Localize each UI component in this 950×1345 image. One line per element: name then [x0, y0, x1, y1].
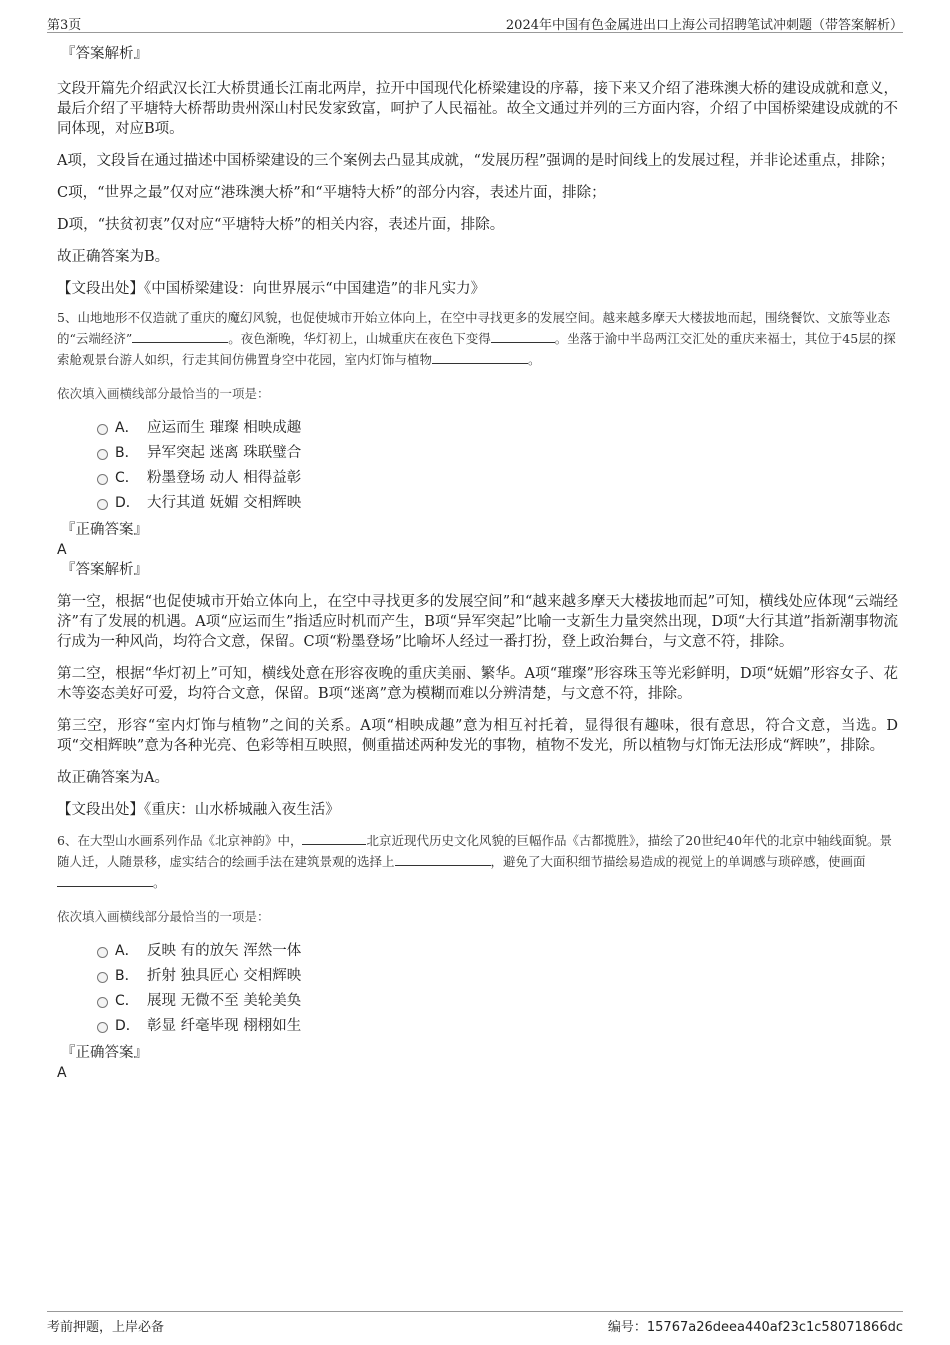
analysis-paragraph: 文段开篇先介绍武汉长江大桥贯通长江南北两岸，拉开中国现代化桥梁建设的序幕，接下来又介绍了港珠澳大桥的建设成就和意义，最后介绍了平塘特大桥帮助贵州深山村民发家致富，呵护了人民福祉。故全文通过并列的三方面内容，介绍了中国桥梁建设成就的不同体现，对应B项。 [57, 81, 898, 137]
analysis-tag: 『答案解析』 [61, 46, 148, 62]
option-a[interactable]: A． 应运而生 璀璨 相映成趣 [57, 416, 898, 441]
document-id: 编号：15767a26deea440af23c1c58071866dc [607, 1320, 903, 1335]
option-b[interactable]: B． 折射 独具匠心 交相辉映 [57, 964, 898, 989]
correct-answer-tag: 『正确答案』 [61, 522, 148, 538]
radio-icon[interactable] [97, 1022, 108, 1033]
option-a[interactable]: A． 反映 有的放矢 浑然一体 [57, 939, 898, 964]
analysis-paragraph: C项，“世界之最”仅对应“港珠澳大桥”和“平塘特大桥”的部分内容，表述片面，排除； [57, 185, 606, 201]
radio-icon[interactable] [97, 499, 108, 510]
footer-slogan: 考前押题，上岸必备 [47, 1320, 165, 1335]
question-6-options [57, 939, 898, 1039]
radio-icon[interactable] [97, 424, 108, 435]
radio-icon[interactable] [97, 449, 108, 460]
question-6-stem: 6、在大型山水画系列作品《北京神韵》中， 北京近现代历史文化风貌的巨幅作品《古都揽胜》，描绘了20世纪40年代的北京中轴线面貌。景随人迁，人随景移，虚实结合的绘画手法在建筑景观的选择上 ，避免了大面积细节描绘易造成的视觉上的单调感与琐碎感，使画面。 [57, 833, 893, 890]
analysis-paragraph: 第二空，根据“华灯初上”可知，横线处意在形容夜晚的重庆美丽、繁华。A项“璀璨”形容珠玉等光彩鲜明，D项“妩媚”形容女子、花木等姿态美好可爱，均符合文意，保留。B项“迷离”意为模糊而难以分辨清楚，与文意不符，排除。 [57, 666, 898, 702]
analysis-tag: 『答案解析』 [61, 562, 148, 578]
correct-answer: A [57, 1065, 67, 1081]
passage-source [57, 800, 898, 820]
question-5-options [57, 416, 898, 516]
fill-blank [132, 330, 228, 343]
correct-answer-tag: 『正确答案』 [61, 1045, 148, 1061]
document-title: 2024年中国有色金属进出口上海公司招聘笔试冲刺题（带答案解析） [505, 18, 903, 33]
fill-blank [57, 874, 153, 887]
fill-blank [432, 351, 528, 364]
source-label: 【文段出处】 [57, 281, 144, 297]
question-5-stem: 5、山地地形不仅造就了重庆的魔幻风貌，也促使城市开始立体向上，在空中寻找更多的发展空间。越来越多摩天大楼拔地而起，围绕餐饮、文旅等业态的“云端经济” 。夜色渐晚，华灯初上，山城重庆在夜色下变得 。坐落于渝中半岛两江交汇处的重庆来福士，其位于45层的探索舱观景台游人如织，行走其间仿佛置身空中花园，室内灯饰与植物 。 [57, 310, 896, 367]
radio-icon[interactable] [97, 474, 108, 485]
option-c[interactable]: C． 粉墨登场 动人 相得益彰 [57, 466, 898, 491]
option-c[interactable]: C． 展现 无微不至 美轮美奂 [57, 989, 898, 1014]
analysis-paragraph: D项，“扶贫初衷”仅对应“平塘特大桥”的相关内容，表述片面，排除。 [57, 217, 505, 233]
page-content [57, 44, 898, 1083]
page-number: 第3页 [47, 18, 82, 33]
radio-icon[interactable] [97, 997, 108, 1008]
analysis-paragraph: 第三空，形容“室内灯饰与植物”之间的关系。A项“相映成趣”意为相互衬托着，显得很有趣味，很有意思，符合文意，当选。D项“交相辉映”意为各种光亮、色彩等相互映照，侧重描述两种发光的事物，植物不发光，所以植物与灯饰无法形成“辉映”，排除。 [57, 718, 898, 754]
fill-blank [395, 853, 491, 866]
correct-answer: A [57, 542, 67, 558]
option-b[interactable]: B． 异军突起 迷离 珠联璧合 [57, 441, 898, 466]
question-instruction: 依次填入画横线部分最恰当的一项是： [57, 909, 270, 924]
radio-icon[interactable] [97, 947, 108, 958]
source-text: 《重庆：山水桥城融入夜生活》 [144, 802, 340, 818]
analysis-paragraph: 第一空，根据“也促使城市开始立体向上，在空中寻找更多的发展空间”和“越来越多摩天大楼拔地而起”可知，横线处应体现“云端经济”有了发展的机遇。A项“应运而生”指适应时机而产生，B项“异军突起”比喻一支新生力量突然出现，D项“大行其道”指新潮事物流行成为一种风尚，均符合文意，保留。C项“粉墨登场”比喻坏人经过一番打扮，登上政治舞台，与文意不符，排除。 [57, 594, 898, 650]
source-text: 《中国桥梁建设：向世界展示“中国建造”的非凡实力》 [144, 281, 486, 297]
page-footer [47, 1311, 903, 1336]
analysis-conclusion: 故正确答案为B。 [57, 249, 170, 265]
page-header [47, 12, 903, 33]
fill-blank [491, 330, 555, 343]
radio-icon[interactable] [97, 972, 108, 983]
passage-source [57, 279, 898, 299]
source-label: 【文段出处】 [57, 802, 144, 818]
option-d[interactable]: D． 大行其道 妩媚 交相辉映 [57, 491, 898, 516]
question-instruction: 依次填入画横线部分最恰当的一项是： [57, 386, 270, 401]
analysis-paragraph: A项，文段旨在通过描述中国桥梁建设的三个案例去凸显其成就，“发展历程”强调的是时间线上的发展过程，并非论述重点，排除； [57, 153, 895, 169]
fill-blank [302, 832, 366, 845]
analysis-conclusion: 故正确答案为A。 [57, 770, 169, 786]
option-d[interactable]: D． 彰显 纤毫毕现 栩栩如生 [57, 1014, 898, 1039]
